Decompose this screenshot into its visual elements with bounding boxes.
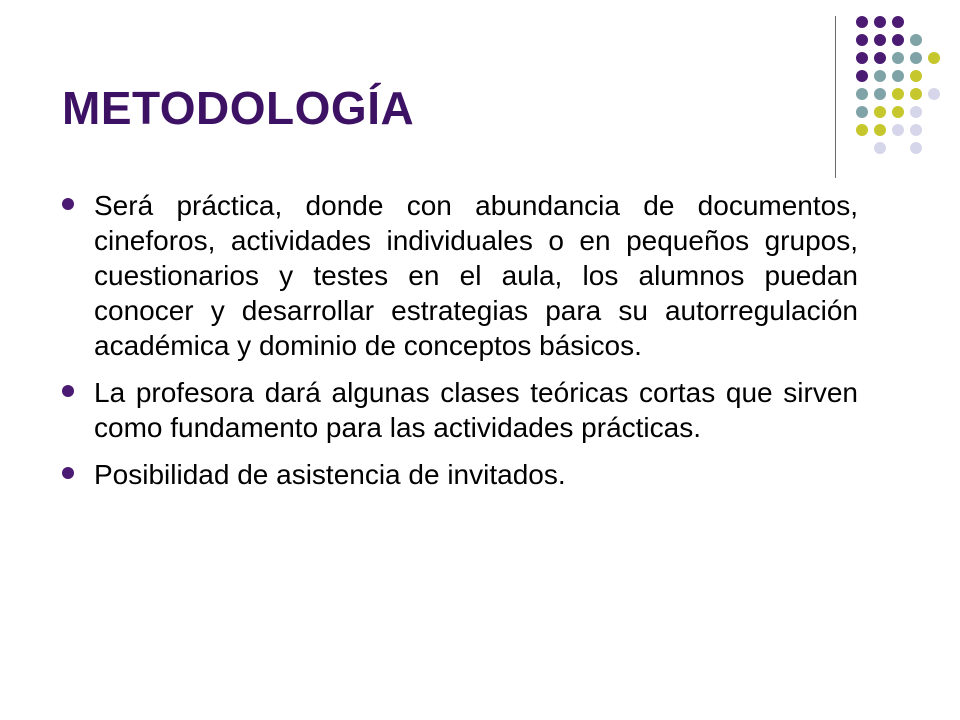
bullet-list: [58, 188, 858, 504]
dot: [856, 16, 868, 28]
bullet-item: [58, 188, 858, 363]
dot: [892, 88, 904, 100]
dot: [892, 70, 904, 82]
dot: [892, 106, 904, 118]
dot: [874, 34, 886, 46]
dot: [910, 142, 922, 154]
bullet-item: [58, 457, 858, 492]
dot: [910, 70, 922, 82]
bullet-text: La profesora dará algunas clases teóricas cortas que sirven como fundamento para las actividades prácticas.: [94, 377, 858, 443]
bullet-icon: [62, 467, 74, 479]
bullet-text: Será práctica, donde con abundancia de documentos, cineforos, actividades individuales o en pequeños grupos, cuestionarios y testes en el aula, los alumnos puedan conocer y desarrollar estrategias para su autorregulación académica y dominio de conceptos básicos.: [94, 190, 858, 361]
dot: [856, 34, 868, 46]
vertical-divider: [835, 16, 836, 178]
dot: [856, 88, 868, 100]
dot: [856, 70, 868, 82]
dot: [874, 70, 886, 82]
dot: [892, 16, 904, 28]
dot: [910, 106, 922, 118]
dot: [874, 16, 886, 28]
dot: [874, 88, 886, 100]
dot: [910, 124, 922, 136]
dot: [874, 124, 886, 136]
slide-title: METODOLOGÍA: [62, 82, 415, 134]
dot: [874, 106, 886, 118]
bullet-icon: [62, 385, 74, 397]
dot: [910, 88, 922, 100]
dot: [856, 106, 868, 118]
dot: [874, 142, 886, 154]
dot: [892, 52, 904, 64]
bullet-text: Posibilidad de asistencia de invitados.: [94, 459, 566, 490]
dot: [910, 34, 922, 46]
dot: [910, 52, 922, 64]
dot: [892, 124, 904, 136]
dot: [928, 52, 940, 64]
dot: [892, 34, 904, 46]
dot: [856, 124, 868, 136]
dot: [874, 52, 886, 64]
bullet-item: [58, 375, 858, 445]
bullet-icon: [62, 198, 74, 210]
dot: [928, 88, 940, 100]
dot: [856, 52, 868, 64]
